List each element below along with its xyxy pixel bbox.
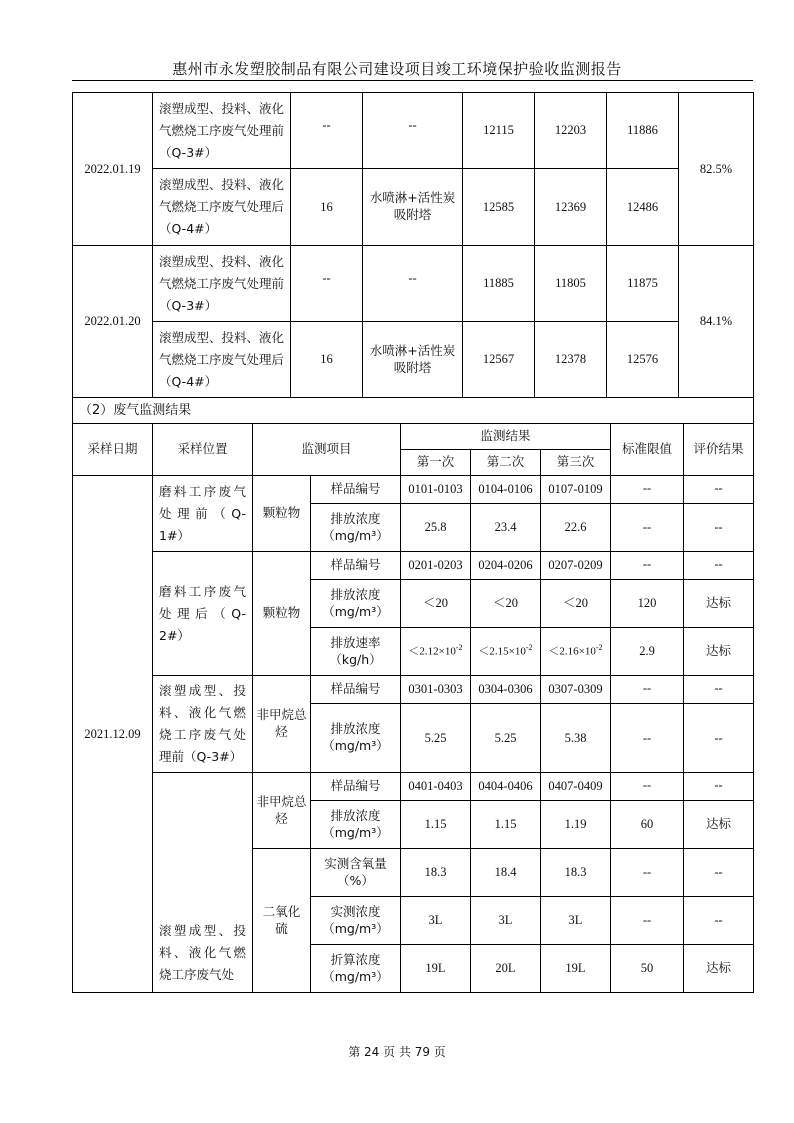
header-location: 采样位置 [153, 424, 253, 476]
result-cell: 5.38 [541, 704, 611, 773]
efficiency-location: 滚塑成型、投料、液化气燃烧工序废气处理前（Q-3#） [153, 93, 291, 169]
result-cell: 0207-0209 [541, 552, 611, 580]
param-label: 排放浓度 [330, 586, 381, 602]
param-label: 排放浓度 [330, 510, 381, 526]
param-label: 排放速率 [330, 634, 381, 650]
param-label: 实测含氧量 [324, 855, 387, 871]
header-limit: 标准限值 [611, 424, 684, 476]
table-row [73, 169, 754, 246]
result-cell: 0107-0109 [541, 476, 611, 504]
header-date: 采样日期 [73, 424, 153, 476]
limit-cell: -- [611, 476, 684, 504]
result-cell: 0307-0309 [541, 676, 611, 704]
limit-cell: -- [611, 676, 684, 704]
result-cell: 1.15 [471, 801, 541, 849]
evaluation-cell: -- [684, 676, 754, 704]
treatment-facility: 水喷淋+活性炭吸附塔 [363, 169, 463, 246]
location-q1: 磨料工序废气处理前（Q-1#） [153, 476, 253, 552]
param-unit: （mg/m³） [322, 527, 389, 543]
pollutant-particulate: 颗粒物 [253, 552, 311, 676]
param-unit: （mg/m³） [322, 603, 389, 619]
evaluation-cell: 达标 [684, 628, 754, 676]
limit-cell: 50 [611, 945, 684, 993]
rate-exponent: -2 [455, 643, 463, 653]
result-cell: 22.6 [541, 504, 611, 552]
section-row [73, 398, 754, 424]
stack-height: 16 [291, 322, 363, 398]
param-unit: （mg/m³） [322, 968, 389, 984]
result-cell: 19L [541, 945, 611, 993]
result-cell: 19L [401, 945, 471, 993]
flow-value: 12369 [535, 169, 607, 246]
table-row [73, 476, 754, 504]
rate-exponent: -2 [595, 643, 603, 653]
removal-efficiency-2: 84.1% [679, 246, 754, 398]
rate-value: ＜2.12×10 [408, 645, 456, 658]
param-label: 排放浓度 [330, 807, 381, 823]
param-sample-no: 样品编号 [311, 676, 401, 704]
location-q2: 磨料工序废气处理后（Q-2#） [153, 552, 253, 676]
efficiency-location: 滚塑成型、投料、液化气燃烧工序废气处理后（Q-4#） [153, 322, 291, 398]
flow-value: 11886 [607, 93, 679, 169]
stack-height: 16 [291, 169, 363, 246]
result-cell: ＜20 [541, 580, 611, 628]
param-sample-no: 样品编号 [311, 773, 401, 801]
flow-value: 12115 [463, 93, 535, 169]
result-cell: 3L [401, 897, 471, 945]
limit-cell: -- [611, 552, 684, 580]
evaluation-cell: -- [684, 849, 754, 897]
location-q4: 滚塑成型、投料、液化气燃烧工序废气处 [153, 773, 253, 993]
param-label: 排放浓度 [330, 721, 381, 737]
flow-value: 11805 [535, 246, 607, 322]
header-first: 第一次 [401, 450, 471, 476]
evaluation-cell: 达标 [684, 801, 754, 849]
result-cell: 5.25 [471, 704, 541, 773]
param-rate [311, 628, 401, 676]
evaluation-cell: 达标 [684, 580, 754, 628]
param-unit: （kg/h） [329, 651, 382, 667]
result-cell: 1.15 [401, 801, 471, 849]
limit-cell: 60 [611, 801, 684, 849]
location-q3: 滚塑成型、投料、液化气燃烧工序废气处理前（Q-3#） [153, 676, 253, 773]
result-cell [401, 628, 471, 676]
param-sample-no: 样品编号 [311, 476, 401, 504]
treatment-facility: 水喷淋+活性炭吸附塔 [363, 322, 463, 398]
param-concentration [311, 580, 401, 628]
limit-cell: -- [611, 897, 684, 945]
table-row [73, 552, 754, 580]
result-cell: 23.4 [471, 504, 541, 552]
evaluation-cell: 达标 [684, 945, 754, 993]
header-evaluation: 评价结果 [684, 424, 754, 476]
header-third: 第三次 [541, 450, 611, 476]
header-rule [72, 80, 753, 81]
evaluation-cell: -- [684, 773, 754, 801]
param-oxygen [311, 849, 401, 897]
limit-cell: -- [611, 849, 684, 897]
stack-height: -- [291, 246, 363, 322]
evaluation-cell: -- [684, 476, 754, 504]
flow-value: 12486 [607, 169, 679, 246]
result-cell: 0407-0409 [541, 773, 611, 801]
evaluation-cell: -- [684, 897, 754, 945]
result-cell: 3L [541, 897, 611, 945]
flow-value: 11875 [607, 246, 679, 322]
flow-value: 12203 [535, 93, 607, 169]
result-cell: 0104-0106 [471, 476, 541, 504]
result-cell: 0301-0303 [401, 676, 471, 704]
pollutant-particulate: 颗粒物 [253, 476, 311, 552]
header-second: 第二次 [471, 450, 541, 476]
rate-exponent: -2 [525, 643, 533, 653]
evaluation-cell: -- [684, 504, 754, 552]
header-row [73, 424, 754, 450]
header-result: 监测结果 [401, 424, 611, 450]
page-number: 第 24 页 共 79 页 [348, 1045, 446, 1059]
param-label: 实测浓度 [330, 903, 381, 919]
param-concentration [311, 504, 401, 552]
flow-value: 11885 [463, 246, 535, 322]
result-cell: 18.4 [471, 849, 541, 897]
result-cell [471, 628, 541, 676]
flow-value: 12378 [535, 322, 607, 398]
header-item: 监测项目 [253, 424, 401, 476]
rate-value: ＜2.15×10 [478, 645, 526, 658]
result-cell: ＜20 [401, 580, 471, 628]
result-cell: 0404-0406 [471, 773, 541, 801]
param-unit: （mg/m³） [322, 920, 389, 936]
treatment-facility: -- [363, 93, 463, 169]
result-cell: ＜20 [471, 580, 541, 628]
param-label: 折算浓度 [330, 951, 381, 967]
result-cell: 1.19 [541, 801, 611, 849]
flow-value: 12576 [607, 322, 679, 398]
table-row [73, 676, 754, 704]
flow-value: 12585 [463, 169, 535, 246]
evaluation-cell: -- [684, 552, 754, 580]
limit-cell: 2.9 [611, 628, 684, 676]
table-row [73, 93, 754, 169]
flow-value: 12567 [463, 322, 535, 398]
result-cell: 25.8 [401, 504, 471, 552]
table-row [73, 773, 754, 801]
result-cell: 20L [471, 945, 541, 993]
report-header-title: 惠州市永发塑胶制品有限公司建设项目竣工环境保护验收监测报告 [172, 60, 622, 78]
limit-cell: -- [611, 504, 684, 552]
efficiency-date-1: 2022.01.19 [73, 93, 153, 246]
results-table [72, 397, 754, 993]
limit-cell: -- [611, 773, 684, 801]
result-cell: 0204-0206 [471, 552, 541, 580]
result-cell: 0304-0306 [471, 676, 541, 704]
rate-value: ＜2.16×10 [548, 645, 596, 658]
result-cell: 5.25 [401, 704, 471, 773]
efficiency-location: 滚塑成型、投料、液化气燃烧工序废气处理前（Q-3#） [153, 246, 291, 322]
param-measured [311, 897, 401, 945]
param-sample-no: 样品编号 [311, 552, 401, 580]
result-cell: 18.3 [401, 849, 471, 897]
treatment-facility: -- [363, 246, 463, 322]
removal-efficiency-1: 82.5% [679, 93, 754, 246]
evaluation-cell: -- [684, 704, 754, 773]
param-converted [311, 945, 401, 993]
result-cell: 0401-0403 [401, 773, 471, 801]
param-concentration [311, 704, 401, 773]
table-row [73, 246, 754, 322]
pollutant-nmhc: 非甲烷总烃 [253, 773, 311, 849]
stack-height: -- [291, 93, 363, 169]
result-cell: 0201-0203 [401, 552, 471, 580]
table-row [73, 322, 754, 398]
result-cell: 18.3 [541, 849, 611, 897]
param-unit: （mg/m³） [322, 824, 389, 840]
param-unit: （mg/m³） [322, 738, 389, 753]
param-concentration [311, 801, 401, 849]
efficiency-date-2: 2022.01.20 [73, 246, 153, 398]
result-cell: 0101-0103 [401, 476, 471, 504]
efficiency-location: 滚塑成型、投料、液化气燃烧工序废气处理后（Q-4#） [153, 169, 291, 246]
section-title: （2）废气监测结果 [73, 398, 754, 424]
result-cell: 3L [471, 897, 541, 945]
limit-cell: 120 [611, 580, 684, 628]
result-cell [541, 628, 611, 676]
limit-cell: -- [611, 704, 684, 773]
efficiency-table [72, 92, 754, 398]
pollutant-so2: 二氧化硫 [253, 849, 311, 993]
pollutant-nmhc: 非甲烷总烃 [253, 676, 311, 773]
sampling-date: 2021.12.09 [73, 476, 153, 993]
param-unit: （%） [337, 872, 374, 888]
